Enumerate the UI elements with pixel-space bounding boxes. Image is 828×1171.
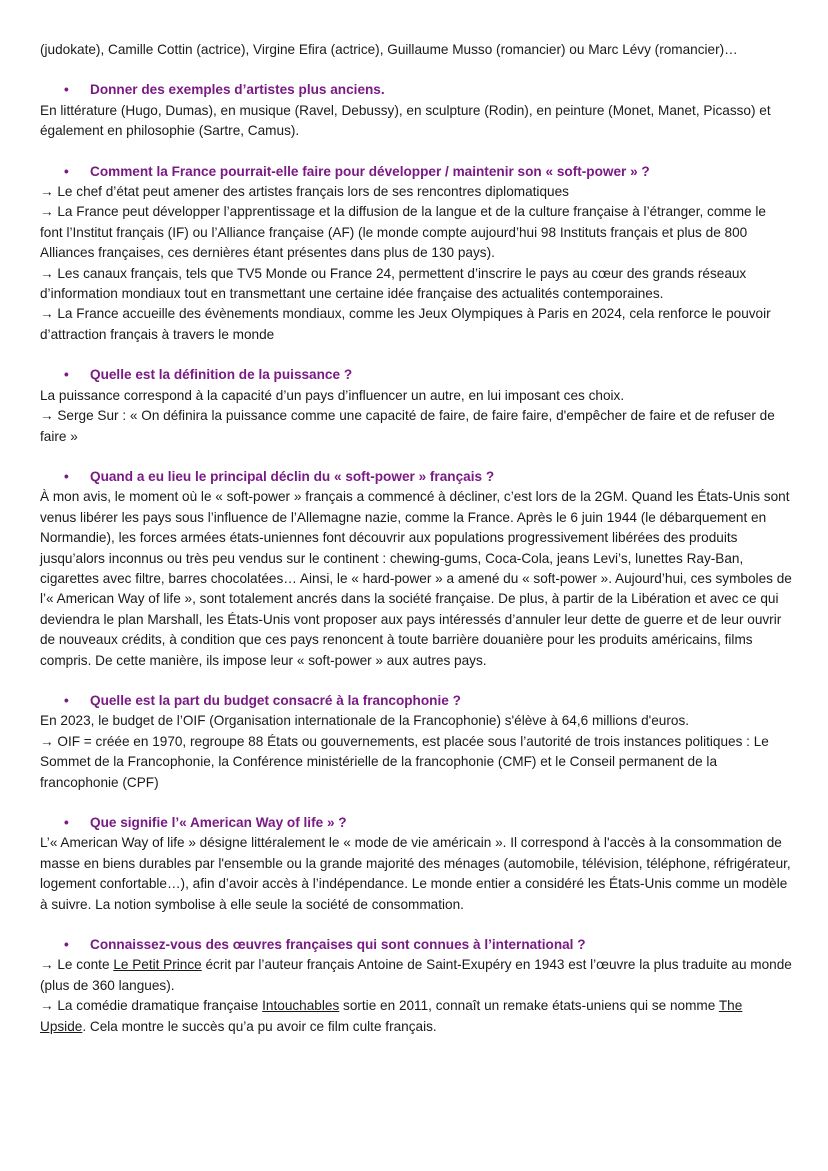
section-french-works (40, 935, 792, 1037)
section-paragraph: → Les canaux français, tels que TV5 Monde ou France 24, permettent d’inscrire le pays au cœur des grands réseaux d’information mondiaux tout en transmettant une certaine idée française des actualités contemporaines. (40, 265, 747, 302)
bullet-icon: • (64, 468, 69, 484)
bullet-icon: • (64, 82, 69, 98)
intro-paragraph: (judokate), Camille Cottin (actrice), Virgine Efira (actrice), Guillaume Musso (romancier) ou Marc Lévy (romancier)… (40, 42, 738, 57)
section-paragraph: → Serge Sur : « On définira la puissance comme une capacité de faire, de faire faire, d'empêcher de faire et de refuser de faire » (40, 408, 775, 444)
section-paragraph: → La France peut développer l’apprentissage et la diffusion de la langue et de la culture française à l’étranger, comme le font l’Institut français (IF) ou l’Alliance française (AF) (le monde compte aujourd’hui 98 Instituts français et plus de 800 Alliances françaises, ces dernières étant présentes dans plus de 130 pays). (40, 204, 766, 261)
section-question: • Quelle est la part du budget consacré à la francophonie ? (40, 691, 792, 711)
section-older-artists (40, 80, 792, 141)
section-question: • Comment la France pourrait-elle faire pour développer / maintenir son « soft-power » ? (40, 162, 792, 182)
section-paragraph: → OIF = créée en 1970, regroupe 88 États ou gouvernements, est placée sous l’autorité de trois instances politiques : Le Sommet de la Francophonie, la Conférence ministérielle de la francophonie (CMF) et le Conseil permanent de la francophonie (CPF) (40, 733, 769, 790)
section-paragraph: → Le conte Le Petit Prince écrit par l’auteur français Antoine de Saint-Exupéry en 1943 est l’œuvre la plus traduite au monde (plus de 360 langues). (40, 957, 792, 993)
section-paragraph: → La France accueille des évènements mondiaux, comme les Jeux Olympiques à Paris en 2024, cela renforce le pouvoir d’attraction français à travers le monde (40, 306, 771, 342)
bullet-icon: • (64, 163, 69, 179)
section-question: • Quelle est la définition de la puissance ? (40, 365, 792, 385)
section-paragraph: → La comédie dramatique française Intouchables sortie en 2011, connaît un remake états-uniens qui se nomme The Upside. Cela montre le succès qu’a pu avoir ce film culte français. (40, 998, 743, 1034)
section-francophonie-budget (40, 691, 792, 793)
work-title: Le Petit Prince (113, 957, 202, 973)
section-paragraph: La puissance correspond à la capacité d’un pays d’influencer un autre, en lui imposant ces choix. (40, 387, 625, 403)
section-paragraph: L’« American Way of life » désigne littéralement le « mode de vie américain ». Il correspond à l'accès à la consommation de masse en biens durables par l'ensemble ou la grande majorité des ménages (automobile, télévision, téléphone, réfrigérateur, logement confortable…), afin d’avoir accès à l’indépendance. Le monde entier a considéré les États-Unis comme un modèle à suivre. La notion symbolise à elle seule la société de consommation. (40, 835, 791, 912)
bullet-icon: • (64, 815, 69, 830)
section-soft-power-development (40, 162, 792, 346)
section-paragraph: En 2023, le budget de l’OIF (Organisation internationale de la Francophonie) s'élève à 64,6 millions d'euros. (40, 713, 690, 729)
section-question: • Que signifie l’« American Way of life » ? (40, 813, 792, 833)
section-power-definition (40, 365, 792, 447)
work-title: Intouchables (262, 998, 340, 1014)
section-soft-power-decline (40, 467, 792, 671)
section-question: • Donner des exemples d’artistes plus anciens. (40, 80, 792, 100)
bullet-icon: • (64, 367, 69, 383)
section-question: • Connaissez-vous des œuvres françaises qui sont connues à l’international ? (40, 935, 792, 955)
document-page (40, 40, 792, 1037)
section-american-way-of-life (40, 813, 792, 915)
section-paragraph: → Le chef d’état peut amener des artistes français lors de ses rencontres diplomatiques (40, 184, 569, 200)
section-paragraph: En littérature (Hugo, Dumas), en musique (Ravel, Debussy), en sculpture (Rodin), en peinture (Monet, Manet, Picasso) et également en philosophie (Sartre, Camus). (40, 102, 771, 139)
bullet-icon: • (64, 937, 69, 953)
work-title: The Upside (40, 998, 743, 1034)
section-question: • Quand a eu lieu le principal déclin du « soft-power » français ? (40, 467, 792, 487)
bullet-icon: • (64, 692, 69, 708)
section-paragraph: À mon avis, le moment où le « soft-power » français a commencé à décliner, c’est lors de la 2GM. Quand les États-Unis sont venus libérer les pays sous l’influence de l’Allemagne nazie, comme la France. Après le 6 juin 1944 (le débarquement en Normandie), les forces armées états-uniennes font découvrir aux populations progressivement libérées des produits jusqu’alors inconnus ou très peu vendus sur le continent : chewing-gums, Coca-Cola, jeans Levi’s, lunettes Ray-Ban, cigarettes avec filtre, barres chocolatées… Ainsi, le « hard-power » a amené du « soft-power ». Aujourd’hui, ces symboles de l’« American Way of life », sont totalement ancrés dans la société française. De plus, à partir de la Libération et avec ce qui deviendra le plan Marshall, les États-Unis vont proposer aux pays intéressés d’annuler leur dette de guerre et de leur ouvrir de nouveaux crédits, à condition que ces pays renoncent à toute barrière douanière pour les produits américains, films compris. De cette manière, ils impose leur « soft-power » aux autres pays. (40, 489, 792, 668)
